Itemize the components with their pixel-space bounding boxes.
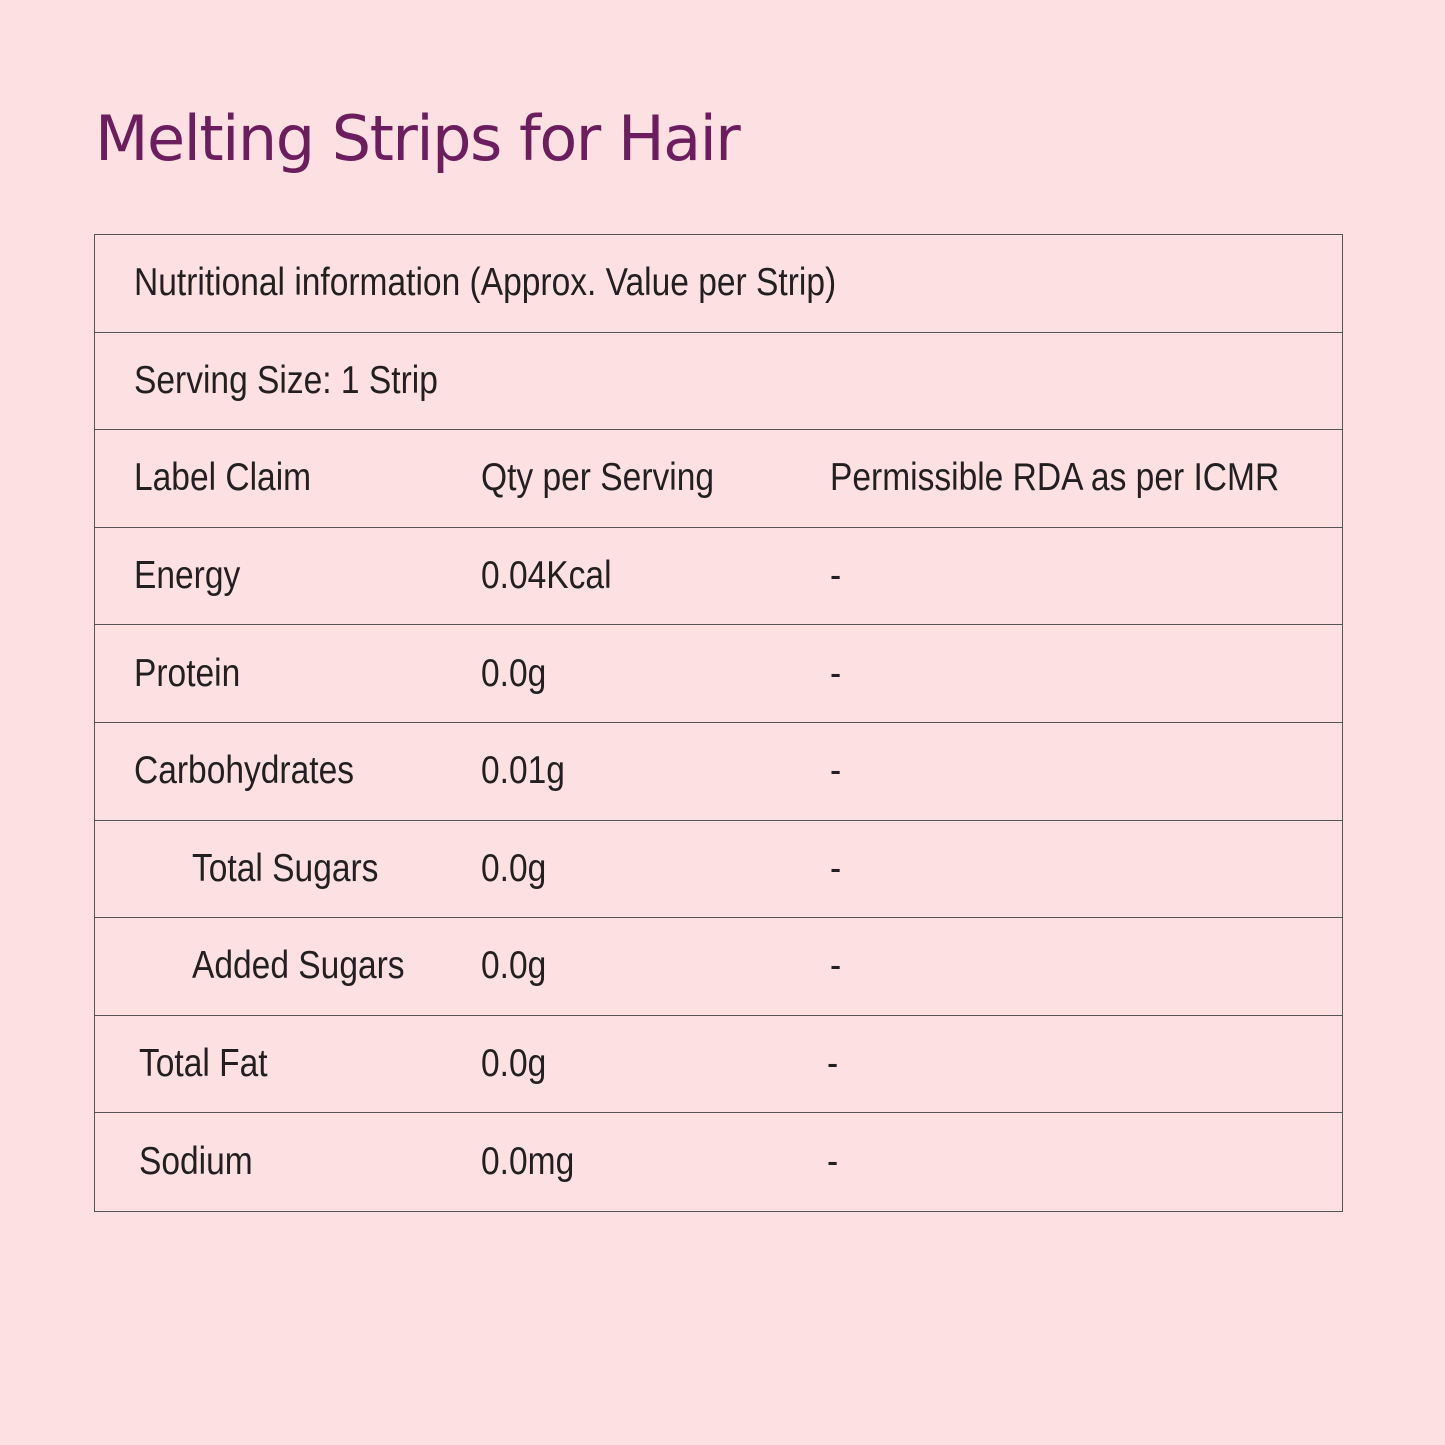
row-qty: 0.0g xyxy=(481,1042,547,1086)
row-qty: 0.04Kcal xyxy=(481,554,612,598)
table-row xyxy=(95,528,1342,626)
column-header-label-claim: Label Claim xyxy=(134,456,312,500)
row-rda: - xyxy=(830,651,842,695)
table-row xyxy=(95,1113,1342,1211)
serving-size-row xyxy=(95,333,1342,431)
row-rda: - xyxy=(830,749,842,793)
row-rda: - xyxy=(827,1042,839,1086)
table-heading-row xyxy=(95,235,1342,333)
table-row xyxy=(95,821,1342,919)
row-claim: Carbohydrates xyxy=(134,749,354,793)
column-header-row xyxy=(95,430,1342,528)
row-claim: Protein xyxy=(134,651,241,695)
table-row xyxy=(95,723,1342,821)
column-header-rda: Permissible RDA as per ICMR xyxy=(830,456,1280,500)
row-qty: 0.01g xyxy=(481,749,565,793)
row-rda: - xyxy=(830,846,842,890)
row-qty: 0.0g xyxy=(481,846,547,890)
row-qty: 0.0g xyxy=(481,651,547,695)
row-claim: Added Sugars xyxy=(192,944,405,988)
serving-size: Serving Size: 1 Strip xyxy=(134,358,438,402)
table-row xyxy=(95,918,1342,1016)
row-rda: - xyxy=(830,554,842,598)
row-rda: - xyxy=(830,944,842,988)
row-claim: Total Sugars xyxy=(192,846,379,890)
page-title: Melting Strips for Hair xyxy=(95,102,740,175)
table-heading: Nutritional information (Approx. Value per Strip) xyxy=(134,261,837,305)
column-header-qty: Qty per Serving xyxy=(481,456,715,500)
nutrition-table xyxy=(94,234,1343,1212)
row-qty: 0.0mg xyxy=(481,1140,575,1184)
table-row xyxy=(95,1016,1342,1114)
row-claim: Total Fat xyxy=(139,1042,268,1086)
row-rda: - xyxy=(827,1140,839,1184)
row-claim: Energy xyxy=(134,554,241,598)
table-row xyxy=(95,625,1342,723)
row-qty: 0.0g xyxy=(481,944,547,988)
row-claim: Sodium xyxy=(139,1140,253,1184)
